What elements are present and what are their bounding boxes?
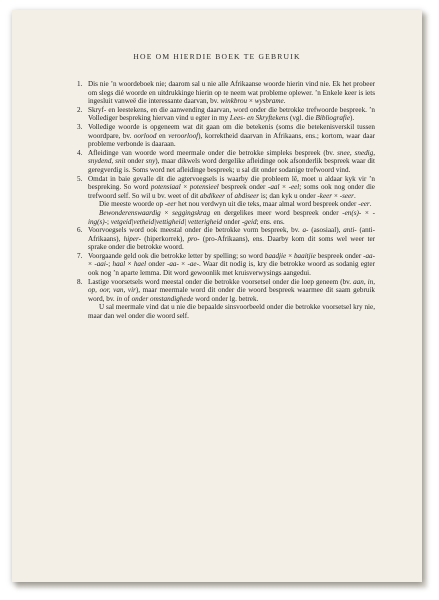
book-page [12, 10, 422, 582]
instructions-list [77, 80, 375, 321]
item-text: Afleidinge van woorde word meermale onder die betrokke simpleks bespreek (bv. snee, snedig, snydend, snit onder sny), maar dikwels word dergelike afleidinge ook afsonderlik bespreek waar dit geregverdig is. Soms word net afleidinge bespreek; u sal dit onder sodanige trefwoord vind. [88, 148, 375, 174]
item-number: 2. [77, 105, 83, 114]
list-item [77, 252, 375, 278]
list-item [77, 278, 375, 304]
list-item [77, 80, 375, 106]
page-heading: HOE OM HIERDIE BOEK TE GEBRUIK [133, 52, 301, 61]
item-text: Voorgaande geld ook die betrokke letter by spelling; so word baadjie × baaitjie bespreek onder -aa- × -aai-; haal × hael onder -aa- × -ae-. Waar dit nodig is, kry die betrokke woord as sodanig egter ook nog ’n aparte lemma. Dit word gewoonlik met kruisverwysings aangedui. [88, 251, 375, 278]
item-number: 1. [77, 80, 83, 88]
list-paragraph: Bewonderenswaardig × seggingskrag en dergelikes meer word bespreek onder -en(s)- × -ing(s)-; vetgeid|vetheid|vettigheid| vetterigheid onder -geid; ens. ens. [88, 208, 375, 226]
item-text: Lastige voorsetsels word meestal onder die betrokke voorsetsel onder die loep geneem (bv. aan, in, op, oor, van, vir), maar meermale word dit onder die woord bespreek waarmee dit saam gebruik word, bv. in of onder omstandighede word onder lg. betrek. [88, 277, 375, 303]
item-number: 7. [77, 251, 83, 260]
item-number: 5. [77, 174, 83, 183]
list-item [77, 226, 375, 252]
list-item [77, 175, 375, 201]
list-item [77, 149, 375, 175]
item-text: Skryf- en leestekens, en die aanwending daarvan, word onder die betrokke trefwoorde bespreek. ’n Vollediger bespreking hiervan vind u egter in my Lees- en Skryftekens (vgl. die Bibliografie). [88, 105, 375, 123]
list-paragraph: U sal meermale vind dat u nie die bepaalde sinsvoorbeeld onder die betrokke voorsetsel kry nie, maar dan wel onder die woord self. [88, 303, 375, 321]
item-number: 4. [77, 148, 83, 157]
item-text: Voorvoegsels word ook meestal onder die betrokke vorm bespreek, bv. a- (asosiaal), anti- (anti-Afrikaans), hiper- (hiperkorrek), pro- (pro-Afrikaans), ens. Daarby kom dit soms wel weer ter sprake onder die betrokke woord. [88, 226, 376, 252]
item-number: 3. [77, 122, 83, 131]
item-text: Volledige woorde is opgeneem wat dit gaan om die betekenis (soms die betekenisverskil tussen woordpare, bv. oorlood en veroorloof), korrektheid daarvan in Afrikaans, ens.; kortom, waar daar probleme verbonde is daaraan. [88, 122, 375, 149]
item-number: 8. [77, 277, 83, 286]
item-number: 6. [77, 226, 83, 235]
list-item [77, 106, 375, 123]
list-item [77, 123, 375, 149]
item-text: Dis nie ’n woordeboek nie; daarom sal u nie alle Afrikaanse woorde hierin vind nie. Ek het probeer om slegs dié woorde en uitdrukkinge hierin op te neem wat probleme oplewer. ’n Enkele keer is iets ingesluit vanweë die interessante daarvan, bv. winkbrou × wysbrame. [88, 80, 375, 106]
item-text: Omdat in baie gevalle dit die agtervoegsels is waarby die probleem lê, moet u aldaar kyk vir ’n bespreking. So word potensiaal × potensieel bespreek onder -aal × -eel; soms ook nog onder die trefwoord self. So wil u bv. weet of dit abdikeer of abdiseer is; dan kyk u onder -keer × -seer. [88, 174, 375, 200]
list-paragraph: Die meeste woorde op -eer het nou verdwyn uit die teks, maar almal word bespreek onder -eer. [99, 200, 372, 209]
